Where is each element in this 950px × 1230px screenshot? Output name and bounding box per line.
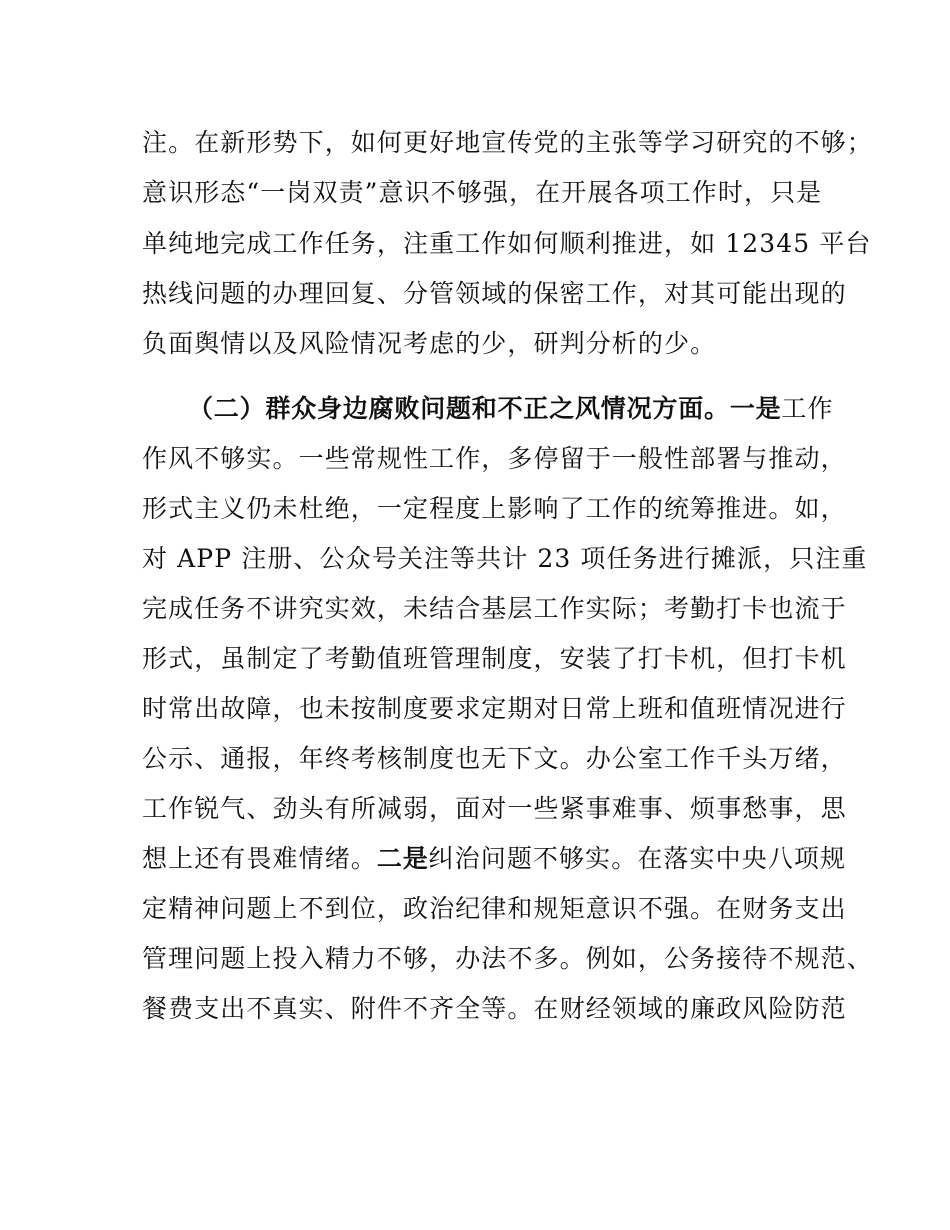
paragraph-1-line-2: 意识形态“一岗双责”意识不够强，在开展各项工作时，只是 <box>142 178 823 207</box>
paragraph-1-line-5: 负面舆情以及风险情况考虑的少，研判分析的少。 <box>142 329 717 358</box>
paragraph-1-line-1: 注。在新形势下，如何更好地宣传党的主张等学习研究的不够； <box>142 128 873 157</box>
section-2-heading: （二）群众身边腐败问题和不正之风情况方面。 <box>188 394 730 423</box>
section-2-line-13: 餐费支出不真实、附件不齐全等。在财经领域的廉政风险防范 <box>142 994 847 1023</box>
section-2-heading-line <box>188 389 834 429</box>
section-2-line-5: 完成任务不讲究实效，未结合基层工作实际；考勤打卡也流于 <box>142 594 847 623</box>
section-2-line-10 <box>142 839 847 879</box>
point-1-first-line-tail: 工作 <box>781 394 834 423</box>
section-2-line-9: 工作锐气、劲头有所减弱，面对一些紧事难事、烦事愁事，思 <box>142 794 847 823</box>
line-10-head: 想上还有畏难情绪。 <box>142 844 377 873</box>
line-10-tail: 纠治问题不够实。在落实中央八项规 <box>428 844 847 873</box>
point-1-label: 一是 <box>729 394 782 423</box>
paragraph-1-line-4: 热线问题的办理回复、分管领域的保密工作，对其可能出现的 <box>142 279 847 308</box>
section-2-line-11: 定精神问题上不到位，政治纪律和规矩意识不强。在财务支出 <box>142 894 847 923</box>
section-2-line-7: 时常出故障，也未按制度要求定期对日常上班和值班情况进行 <box>142 694 847 723</box>
section-2-line-12: 管理问题上投入精力不够，办法不多。例如，公务接待不规范、 <box>142 944 873 973</box>
paragraph-1-line-3: 单纯地完成工作任务，注重工作如何顺利推进，如 12345 平台 <box>142 229 872 258</box>
section-2-line-8: 公示、通报，年终考核制度也无下文。办公室工作千头万绪， <box>142 744 847 773</box>
section-2-line-3: 形式主义仍未杜绝，一定程度上影响了工作的统筹推进。如， <box>142 494 847 523</box>
section-2-line-6: 形式，虽制定了考勤值班管理制度，安装了打卡机，但打卡机 <box>142 644 847 673</box>
section-2-line-4: 对 APP 注册、公众号关注等共计 23 项任务进行摊派，只注重 <box>142 544 868 573</box>
section-2-line-2: 作风不够实。一些常规性工作，多停留于一般性部署与推动， <box>142 444 847 473</box>
point-2-label: 二是 <box>376 844 429 873</box>
